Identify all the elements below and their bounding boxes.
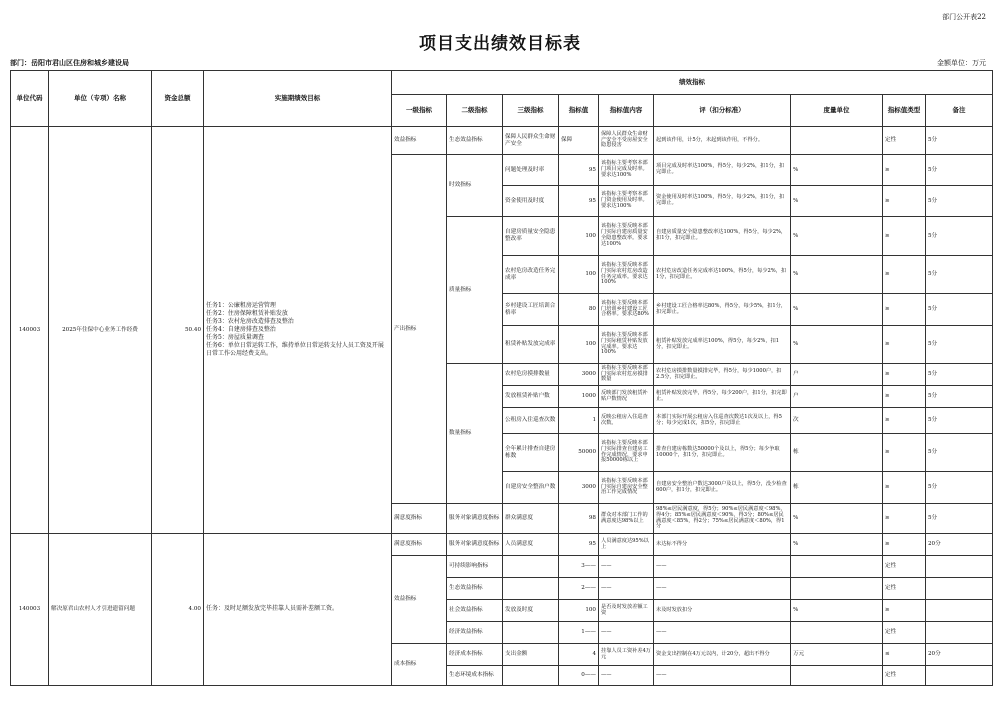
value-cell: 保障: [559, 127, 599, 155]
level1-cell: 产出指标: [392, 155, 447, 504]
value-type-cell: ≥: [883, 256, 926, 294]
measure-unit-cell: %: [791, 186, 883, 217]
level2-cell: 可持续影响指标: [447, 556, 503, 578]
value-type-cell: ≥: [883, 504, 926, 534]
col-value-content: 指标值内容: [599, 95, 654, 127]
task-line: 任务5：房屋质量调查: [206, 334, 264, 342]
level3-cell: 支出金额: [503, 644, 559, 666]
measure-unit-cell: [791, 127, 883, 155]
value-content-cell: ——: [599, 556, 654, 578]
dash-text: ——: [584, 585, 596, 592]
value-cell: [559, 622, 599, 644]
scoring-cell: 本部门实际开展公租房入住巡查次数达1次及以上，得5分；每少完成1次，扣5分，扣完即止: [654, 408, 791, 434]
level3-cell: 发放及时度: [503, 600, 559, 622]
level3-cell: 群众满意度: [503, 504, 559, 534]
note-cell: 5分: [926, 364, 993, 386]
value-content-cell: 该指标主要反映本部门实际农村危房摸排数量: [599, 364, 654, 386]
note-cell: 5分: [926, 294, 993, 326]
performance-target-table: [10, 70, 993, 686]
scoring-cell: 项目完成及时率达100%，得5分，每少2%，扣1分，扣完即止。: [654, 155, 791, 186]
col-measure-unit: 度量单位: [791, 95, 883, 127]
value-cell: [559, 666, 599, 686]
value-cell: 98: [559, 504, 599, 534]
measure-unit-cell: %: [791, 504, 883, 534]
scoring-cell: ——: [654, 578, 791, 600]
value-text: 1: [581, 629, 585, 636]
level3-cell: 乡村建设工匠培训合格率: [503, 294, 559, 326]
level2-cell: 经济成本指标: [447, 644, 503, 666]
value-cell: 100: [559, 600, 599, 622]
value-type-cell: ≥: [883, 155, 926, 186]
value-cell: [559, 556, 599, 578]
task-line: 任务3：农村危房改造排查及整治: [206, 317, 294, 325]
scoring-cell: 未及时发放扣分: [654, 600, 791, 622]
value-text: 3: [581, 563, 585, 570]
value-type-cell: ≥: [883, 386, 926, 408]
note-cell: 5分: [926, 155, 993, 186]
value-cell: 100: [559, 326, 599, 364]
department-label: 部门：岳阳市君山区住房和城乡建设局: [10, 58, 129, 67]
col-period-target: 实施期绩效目标: [204, 71, 392, 127]
note-cell: [926, 666, 993, 686]
task-line: 任务6：单位日常运转工作，维持单位日常运转支付人员工资及开展日常工作公用经费支出。: [206, 342, 384, 358]
task-line: 任务：及时足额发放完毕挂靠人员需补差额工资。: [206, 605, 339, 613]
scoring-cell: 乡村建设工匠合格率达80%，得5分，每少5%，扣1分，扣完即止。: [654, 294, 791, 326]
note-cell: 20分: [926, 534, 993, 556]
value-type-cell: ≥: [883, 534, 926, 556]
value-type-cell: ≥: [883, 600, 926, 622]
measure-unit-cell: %: [791, 217, 883, 256]
value-cell: 80: [559, 294, 599, 326]
note-cell: 5分: [926, 256, 993, 294]
scoring-cell: 自建房质量安全隐患整改率达100%，得5分，每少2%，扣1分，扣完即止。: [654, 217, 791, 256]
scoring-cell: 资金支出控制在4万元以内，计20分，超出不得分: [654, 644, 791, 666]
value-type-cell: ≥: [883, 326, 926, 364]
level3-cell: 农村危房摸排数量: [503, 364, 559, 386]
note-cell: [926, 578, 993, 600]
measure-unit-cell: %: [791, 534, 883, 556]
value-cell: 4: [559, 644, 599, 666]
scoring-cell: 租赁补贴发放完成率达100%，得5分，每少2%，扣1分，扣完即止。: [654, 326, 791, 364]
level2-cell: 服务对象满意度指标: [447, 504, 503, 534]
level3-cell: 租赁补贴发放完成率: [503, 326, 559, 364]
level3-cell: 保障人民群众生命财产安全: [503, 127, 559, 155]
value-type-cell: ≥: [883, 294, 926, 326]
scoring-cell: 排查自建房栋数达50000个及以上，得5分；每少争取10000个，扣1分，扣完即止。: [654, 434, 791, 472]
value-content-cell: 群众对本部门工作的满意度达98%以上: [599, 504, 654, 534]
level3-cell: [503, 666, 559, 686]
measure-unit-cell: 户: [791, 364, 883, 386]
level2-cell: 生态效益指标: [447, 578, 503, 600]
dash-text: ——: [584, 672, 596, 679]
level3-cell: 问题处理及时率: [503, 155, 559, 186]
note-cell: 5分: [926, 472, 993, 504]
scoring-cell: 农村危房改造任务完成率达100%，得5分，每少2%，扣1分，扣完即止。: [654, 256, 791, 294]
measure-unit-cell: [791, 622, 883, 644]
table-row: [11, 127, 993, 155]
col-fund-total: 资金总额: [152, 71, 204, 127]
value-type-cell: 定性: [883, 622, 926, 644]
note-cell: 20分: [926, 644, 993, 666]
note-cell: [926, 622, 993, 644]
value-content-cell: 该指标主要考察本部门资金使用及时率。要求达100%: [599, 186, 654, 217]
value-type-cell: 定性: [883, 127, 926, 155]
value-type-cell: ≥: [883, 186, 926, 217]
value-text: 2: [581, 585, 585, 592]
scoring-cell: 租赁补贴发放完毕，得5分，每少200户，扣1分，扣完即止。: [654, 386, 791, 408]
value-content-cell: ——: [599, 666, 654, 686]
value-content-cell: 该指标主要反映本部门实际农村危房改造任务完成率。要求达100%: [599, 256, 654, 294]
scoring-cell: 未达标不得分: [654, 534, 791, 556]
note-cell: 5分: [926, 386, 993, 408]
measure-unit-cell: 万元: [791, 644, 883, 666]
value-content-cell: 是否及时发放差额工资: [599, 600, 654, 622]
unit-code-cell: 140003: [11, 127, 49, 534]
value-type-cell: ≤: [883, 644, 926, 666]
scoring-cell: 起到该作用，计5分，未起到该作用，不得分。: [654, 127, 791, 155]
level3-cell: 自建房质量安全隐患整改率: [503, 217, 559, 256]
measure-unit-cell: [791, 666, 883, 686]
scoring-cell: 农村危房摸排数量摸排完毕，得5分，每少1000户，扣2.5分，扣完即止。: [654, 364, 791, 386]
measure-unit-cell: %: [791, 326, 883, 364]
value-cell: 95: [559, 155, 599, 186]
value-content-cell: ——: [599, 622, 654, 644]
note-cell: [926, 556, 993, 578]
level2-cell: 社会效益指标: [447, 600, 503, 622]
scoring-cell: ——: [654, 666, 791, 686]
col-indicators: 绩效指标: [392, 71, 993, 95]
value-type-cell: ≥: [883, 408, 926, 434]
value-content-cell: 该指标主要反映本部门实际租赁补贴发放完成率。要求达100%: [599, 326, 654, 364]
task-line: 任务4：自建房排查及整治: [206, 325, 276, 333]
col-note: 备注: [926, 95, 993, 127]
note-cell: 5分: [926, 326, 993, 364]
amount-unit-label: 金额单位：万元: [937, 59, 986, 67]
value-type-cell: ≥: [883, 434, 926, 472]
level1-cell: 效益指标: [392, 127, 447, 155]
task-line: 任务2：住房保障租赁补贴发放: [206, 309, 288, 317]
value-content-cell: 保障人民群众生命财产安全不受房屋安全隐患侵害: [599, 127, 654, 155]
col-level3: 三级指标: [503, 95, 559, 127]
value-content-cell: 挂靠人员工资补差4万元: [599, 644, 654, 666]
level3-cell: 农村危房改造任务完成率: [503, 256, 559, 294]
col-value: 指标值: [559, 95, 599, 127]
value-type-cell: ≥: [883, 217, 926, 256]
col-scoring: 评（扣分标准）: [654, 95, 791, 127]
scoring-cell: 资金使用及时率达100%，得5分，每少2%，扣1分，扣完即止。: [654, 186, 791, 217]
level1-cell: 满意度指标: [392, 504, 447, 534]
measure-unit-cell: 户: [791, 386, 883, 408]
value-cell: [559, 578, 599, 600]
note-cell: 5分: [926, 127, 993, 155]
value-type-cell: 定性: [883, 556, 926, 578]
level2-cell: 数量指标: [447, 364, 503, 504]
task-line: 任务1：公廉租房运营管理: [206, 301, 276, 309]
unit-name-cell: 解决原君山农村人才引进遗留问题: [49, 534, 152, 686]
scoring-cell: 自建房安全整治户数达3000户及以上，得5分，没少检查600户，扣1分，扣完即止。: [654, 472, 791, 504]
value-cell: 50000: [559, 434, 599, 472]
tasks-cell: [204, 534, 392, 686]
page-title: 项目支出绩效目标表: [419, 34, 581, 54]
value-cell: 1: [559, 408, 599, 434]
scoring-cell: ——: [654, 556, 791, 578]
value-content-cell: 反映公租房入住巡查次数。: [599, 408, 654, 434]
scoring-cell: 98%≤居民满意度，得5分；90%≤居民满意度＜98%，得4分；85%≤居民满意度＜90%，得3分；80%≤居民满意度＜85%，得2分；75%≤居民满意度＜80%，得1分: [654, 504, 791, 534]
measure-unit-cell: 次: [791, 408, 883, 434]
value-content-cell: 该指标主要反映本部门实际自建房安全整治工作完成情况: [599, 472, 654, 504]
value-cell: 3000: [559, 472, 599, 504]
level3-cell: [503, 556, 559, 578]
level2-cell: 生态效益指标: [447, 127, 503, 155]
level1-cell: 成本指标: [392, 644, 447, 686]
level3-cell: 全年累计排查自建房栋数: [503, 434, 559, 472]
value-cell: 100: [559, 217, 599, 256]
value-content-cell: 该指标主要反映本部门培训乡村建设工匠合格率。要求达80%: [599, 294, 654, 326]
level2-cell: 质量指标: [447, 217, 503, 364]
value-content-cell: ——: [599, 578, 654, 600]
level3-cell: [503, 622, 559, 644]
col-unit-code: 单位代码: [11, 71, 49, 127]
col-value-type: 指标值类型: [883, 95, 926, 127]
note-cell: 5分: [926, 186, 993, 217]
dash-text: ——: [584, 563, 596, 570]
note-cell: 5分: [926, 434, 993, 472]
value-cell: 3000: [559, 364, 599, 386]
value-content-cell: 人员满意度达95%以上: [599, 534, 654, 556]
note-cell: 5分: [926, 217, 993, 256]
level2-cell: 时效指标: [447, 155, 503, 217]
value-type-cell: 定性: [883, 578, 926, 600]
value-type-cell: 定性: [883, 666, 926, 686]
measure-unit-cell: 栋: [791, 434, 883, 472]
value-cell: 95: [559, 186, 599, 217]
measure-unit-cell: 栋: [791, 472, 883, 504]
level2-cell: 经济效益指标: [447, 622, 503, 644]
measure-unit-cell: %: [791, 294, 883, 326]
measure-unit-cell: [791, 556, 883, 578]
measure-unit-cell: %: [791, 256, 883, 294]
value-content-cell: 该指标主要反映本部门实际自建房质量安全隐患整改率。要求达100%: [599, 217, 654, 256]
note-cell: 5分: [926, 408, 993, 434]
measure-unit-cell: %: [791, 600, 883, 622]
amount-cell: 50.40: [152, 127, 204, 534]
col-level1: 一级指标: [392, 95, 447, 127]
scoring-cell: ——: [654, 622, 791, 644]
note-cell: 5分: [926, 504, 993, 534]
form-number-tag: 部门公开表22: [942, 13, 986, 21]
level1-cell: 效益指标: [392, 556, 447, 644]
note-cell: [926, 600, 993, 622]
tasks-cell: [204, 127, 392, 534]
value-content-cell: 反映部门发放租赁补贴户数情况: [599, 386, 654, 408]
value-cell: 95: [559, 534, 599, 556]
level2-cell: 服务对象满意度指标: [447, 534, 503, 556]
level3-cell: 公租房入住巡查次数: [503, 408, 559, 434]
value-content-cell: 该指标主要反映本部门实际排查自建房工作完成情况，要求申报50000栋以上: [599, 434, 654, 472]
dash-text: ——: [584, 629, 596, 636]
value-content-cell: 该指标主要考察本部门项目完成及时率。要求达100%: [599, 155, 654, 186]
measure-unit-cell: %: [791, 155, 883, 186]
col-level2: 二级指标: [447, 95, 503, 127]
amount-cell: 4.00: [152, 534, 204, 686]
level1-cell: 满意度指标: [392, 534, 447, 556]
value-type-cell: ≥: [883, 472, 926, 504]
value-type-cell: ≥: [883, 364, 926, 386]
unit-code-cell: 140003: [11, 534, 49, 686]
value-cell: 100: [559, 256, 599, 294]
level3-cell: 资金使用及时度: [503, 186, 559, 217]
level3-cell: 发放租赁补贴户数: [503, 386, 559, 408]
value-cell: 1000: [559, 386, 599, 408]
level2-cell: 生态环境成本指标: [447, 666, 503, 686]
level3-cell: 自建房安全整治户数: [503, 472, 559, 504]
level3-cell: 人员满意度: [503, 534, 559, 556]
col-unit-name: 单位（专项）名称: [49, 71, 152, 127]
level3-cell: [503, 578, 559, 600]
table-row: [11, 534, 993, 556]
unit-name-cell: 2025年住保中心业务工作经费: [49, 127, 152, 534]
measure-unit-cell: [791, 578, 883, 600]
value-text: 0: [581, 672, 585, 679]
